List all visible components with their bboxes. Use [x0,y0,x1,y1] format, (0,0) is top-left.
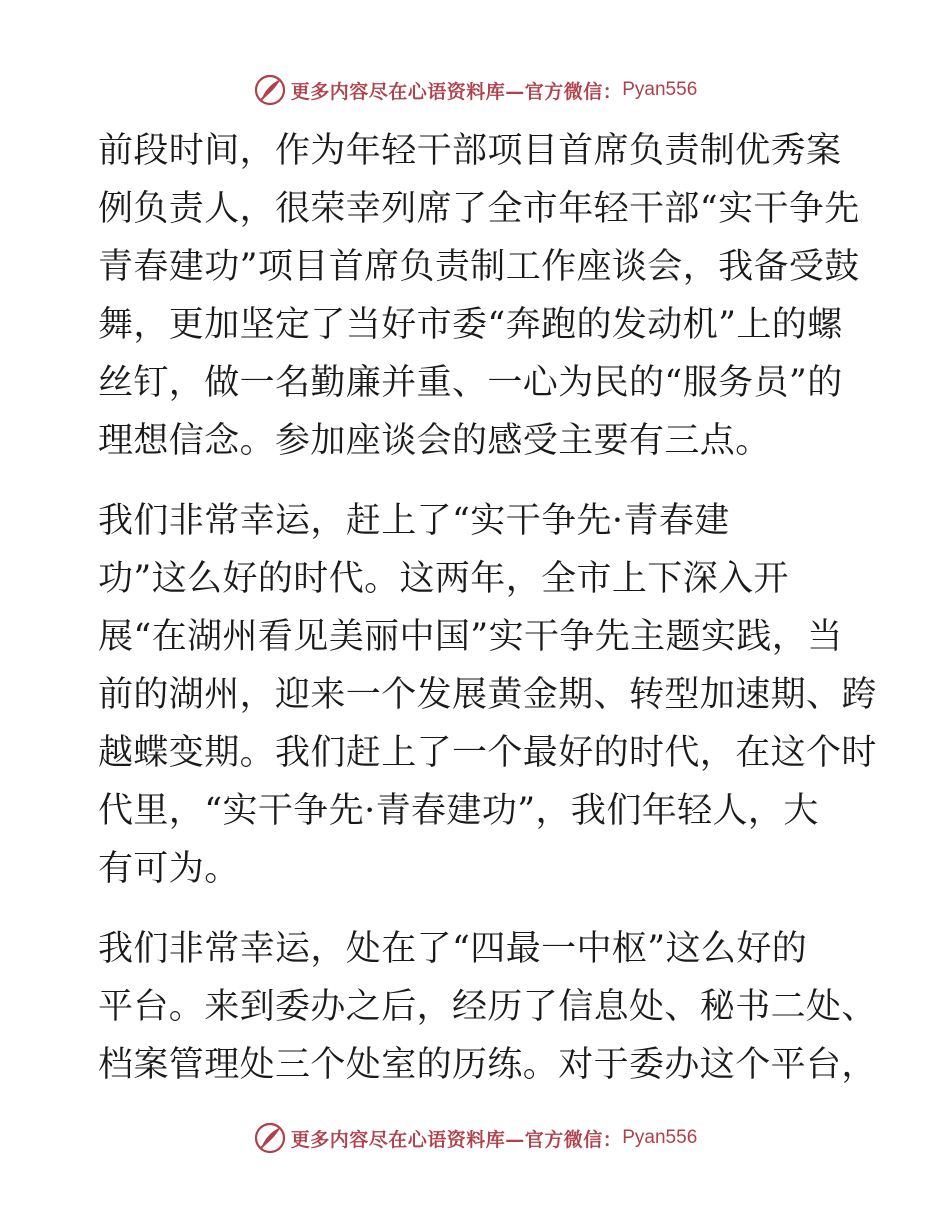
text-line: 例负责人，很荣幸列席了全市年轻干部“实干争先 [98,189,860,229]
watermark-wechat-id: Pyan556 [622,1127,698,1148]
paragraph [98,920,877,1094]
watermark-wechat-id: Pyan556 [622,79,698,100]
text-line: 平台。来到委办之后，经历了信息处、秘书二处、 [98,987,877,1027]
feather-pen-logo-icon [253,1121,287,1155]
text-line: 舞，更加坚定了当好市委“奔跑的发动机”上的螺 [98,305,843,345]
text-line: 越蝶变期。我们赶上了一个最好的时代，在这个时 [98,733,877,773]
text-line: 我们非常幸运，处在了“四最一中枢”这么好的 [98,929,808,969]
text-line: 代里，“实干争先·青春建功”，我们年轻人，大 [98,791,819,831]
text-line: 青春建功”项目首席负责制工作座谈会，我备受鼓 [98,247,860,287]
document-body [98,122,877,1094]
text-line: 我们非常幸运，赶上了“实干争先·青春建 [98,501,730,541]
text-line: 理想信念。参加座谈会的感受主要有三点。 [98,421,771,461]
text-line: 功”这么好的时代。这两年，全市上下深入开 [98,559,789,599]
watermark-text: 更多内容尽在心语资料库—官方微信： [290,80,623,103]
text-line: 档案管理处三个处室的历练。对于委办这个平台， [98,1045,877,1085]
watermark-text: 更多内容尽在心语资料库—官方微信： [290,1128,623,1151]
text-line: 有可为。 [98,849,240,889]
footer-watermark [0,1118,950,1158]
text-line: 前段时间，作为年轻干部项目首席负责制优秀案 [98,131,842,171]
header-watermark [0,70,950,110]
text-line: 展“在湖州看见美丽中国”实干争先主题实践，当 [98,617,843,657]
paragraph [98,492,877,898]
text-line: 丝钉，做一名勤廉并重、一心为民的“服务员”的 [98,363,843,403]
paragraph [98,122,858,470]
text-line: 前的湖州，迎来一个发展黄金期、转型加速期、跨 [98,675,877,715]
feather-pen-logo-icon [253,73,287,107]
